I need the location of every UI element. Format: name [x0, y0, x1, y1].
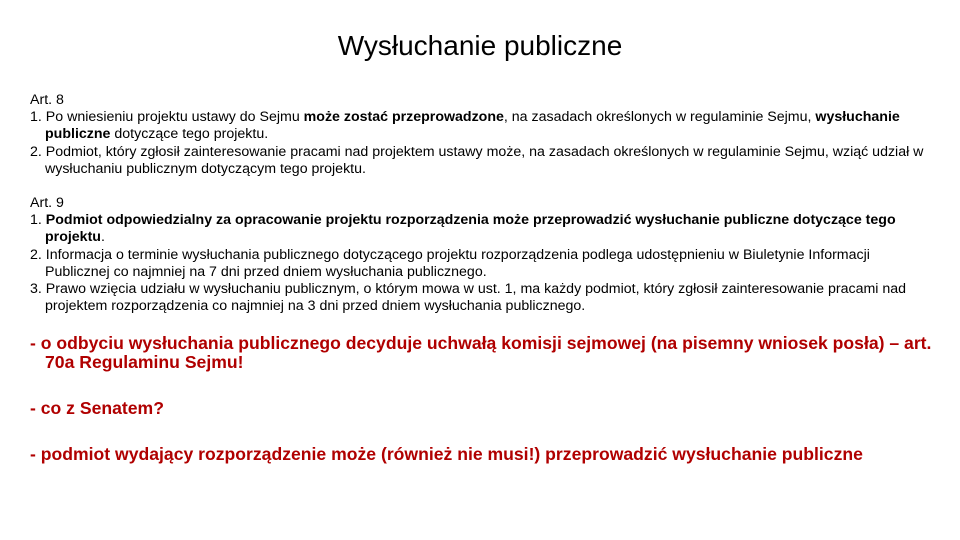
article-9-p1-text-c: . [100, 229, 105, 246]
slide-title: Wysłuchanie publiczne [337, 30, 623, 61]
article-9 [30, 195, 935, 315]
article-9-paragraph-3: 3. Prawo wzięcia udziału w wysłuchaniu publicznym, o którym mowa w ust. 1, ma każdy podmiot, który zgłosił zainteresowanie pracami nad projektem rozporządzenia co najmniej na 3 dni przed dniem wysłuchania publicznego. [30, 281, 907, 315]
article-8-p1-text-c: , na zasadach określonych w regulaminie Sejmu, [503, 109, 816, 126]
article-9-paragraph-2: 2. Informacja o terminie wysłuchania publicznego dotyczącego projektu rozporządzenia podlega udostępnieniu w Biuletynie Informacji Publicznej co najmniej na 7 dni przed dniem wysłuchania publicznego. [30, 246, 870, 280]
article-8-p1-text-a: 1. Po wniesieniu projektu ustawy do Sejmu [30, 109, 304, 126]
article-8-paragraph-2: 2. Podmiot, który zgłosił zainteresowanie pracami nad projektem ustawy może, na zasadach określonych w regulaminie Sejmu, wziąć udział w wysłuchaniu publicznym dotyczącym tego projektu. [30, 143, 924, 177]
article-8-p1-text-e: dotyczące tego projektu. [110, 126, 269, 143]
article-8-p1-emphasis-public-hearing: wysłuchanie publiczne [45, 109, 900, 143]
commentary-notes [30, 334, 935, 464]
article-8-p1-emphasis-may-be-conducted: może zostać przeprowadzone [303, 109, 504, 126]
note-regulation-issuer: - podmiot wydający rozporządzenie może (również nie musi!) przeprowadzić wysłuchanie publiczne [30, 444, 863, 465]
article-9-paragraph-1 [30, 212, 935, 246]
article-9-p1-text-a: 1. [30, 212, 46, 229]
article-9-heading: Art. 9 [30, 195, 64, 212]
note-senate-question: - co z Senatem? [30, 398, 164, 419]
article-8-paragraph-1 [30, 109, 935, 143]
article-8-heading: Art. 8 [30, 92, 64, 108]
article-9-p1-emphasis: Podmiot odpowiedzialny za opracowanie projektu rozporządzenia może przeprowadzić wysłuchanie publiczne dotyczące tego projektu [45, 212, 896, 246]
note-committee-resolution: - o odbyciu wysłuchania publicznego decyduje uchwałą komisji sejmowej (na pisemny wniosek posła) – art. 70a Regulaminu Sejmu! [30, 333, 932, 373]
slide-content [30, 92, 935, 464]
article-8 [30, 92, 935, 178]
